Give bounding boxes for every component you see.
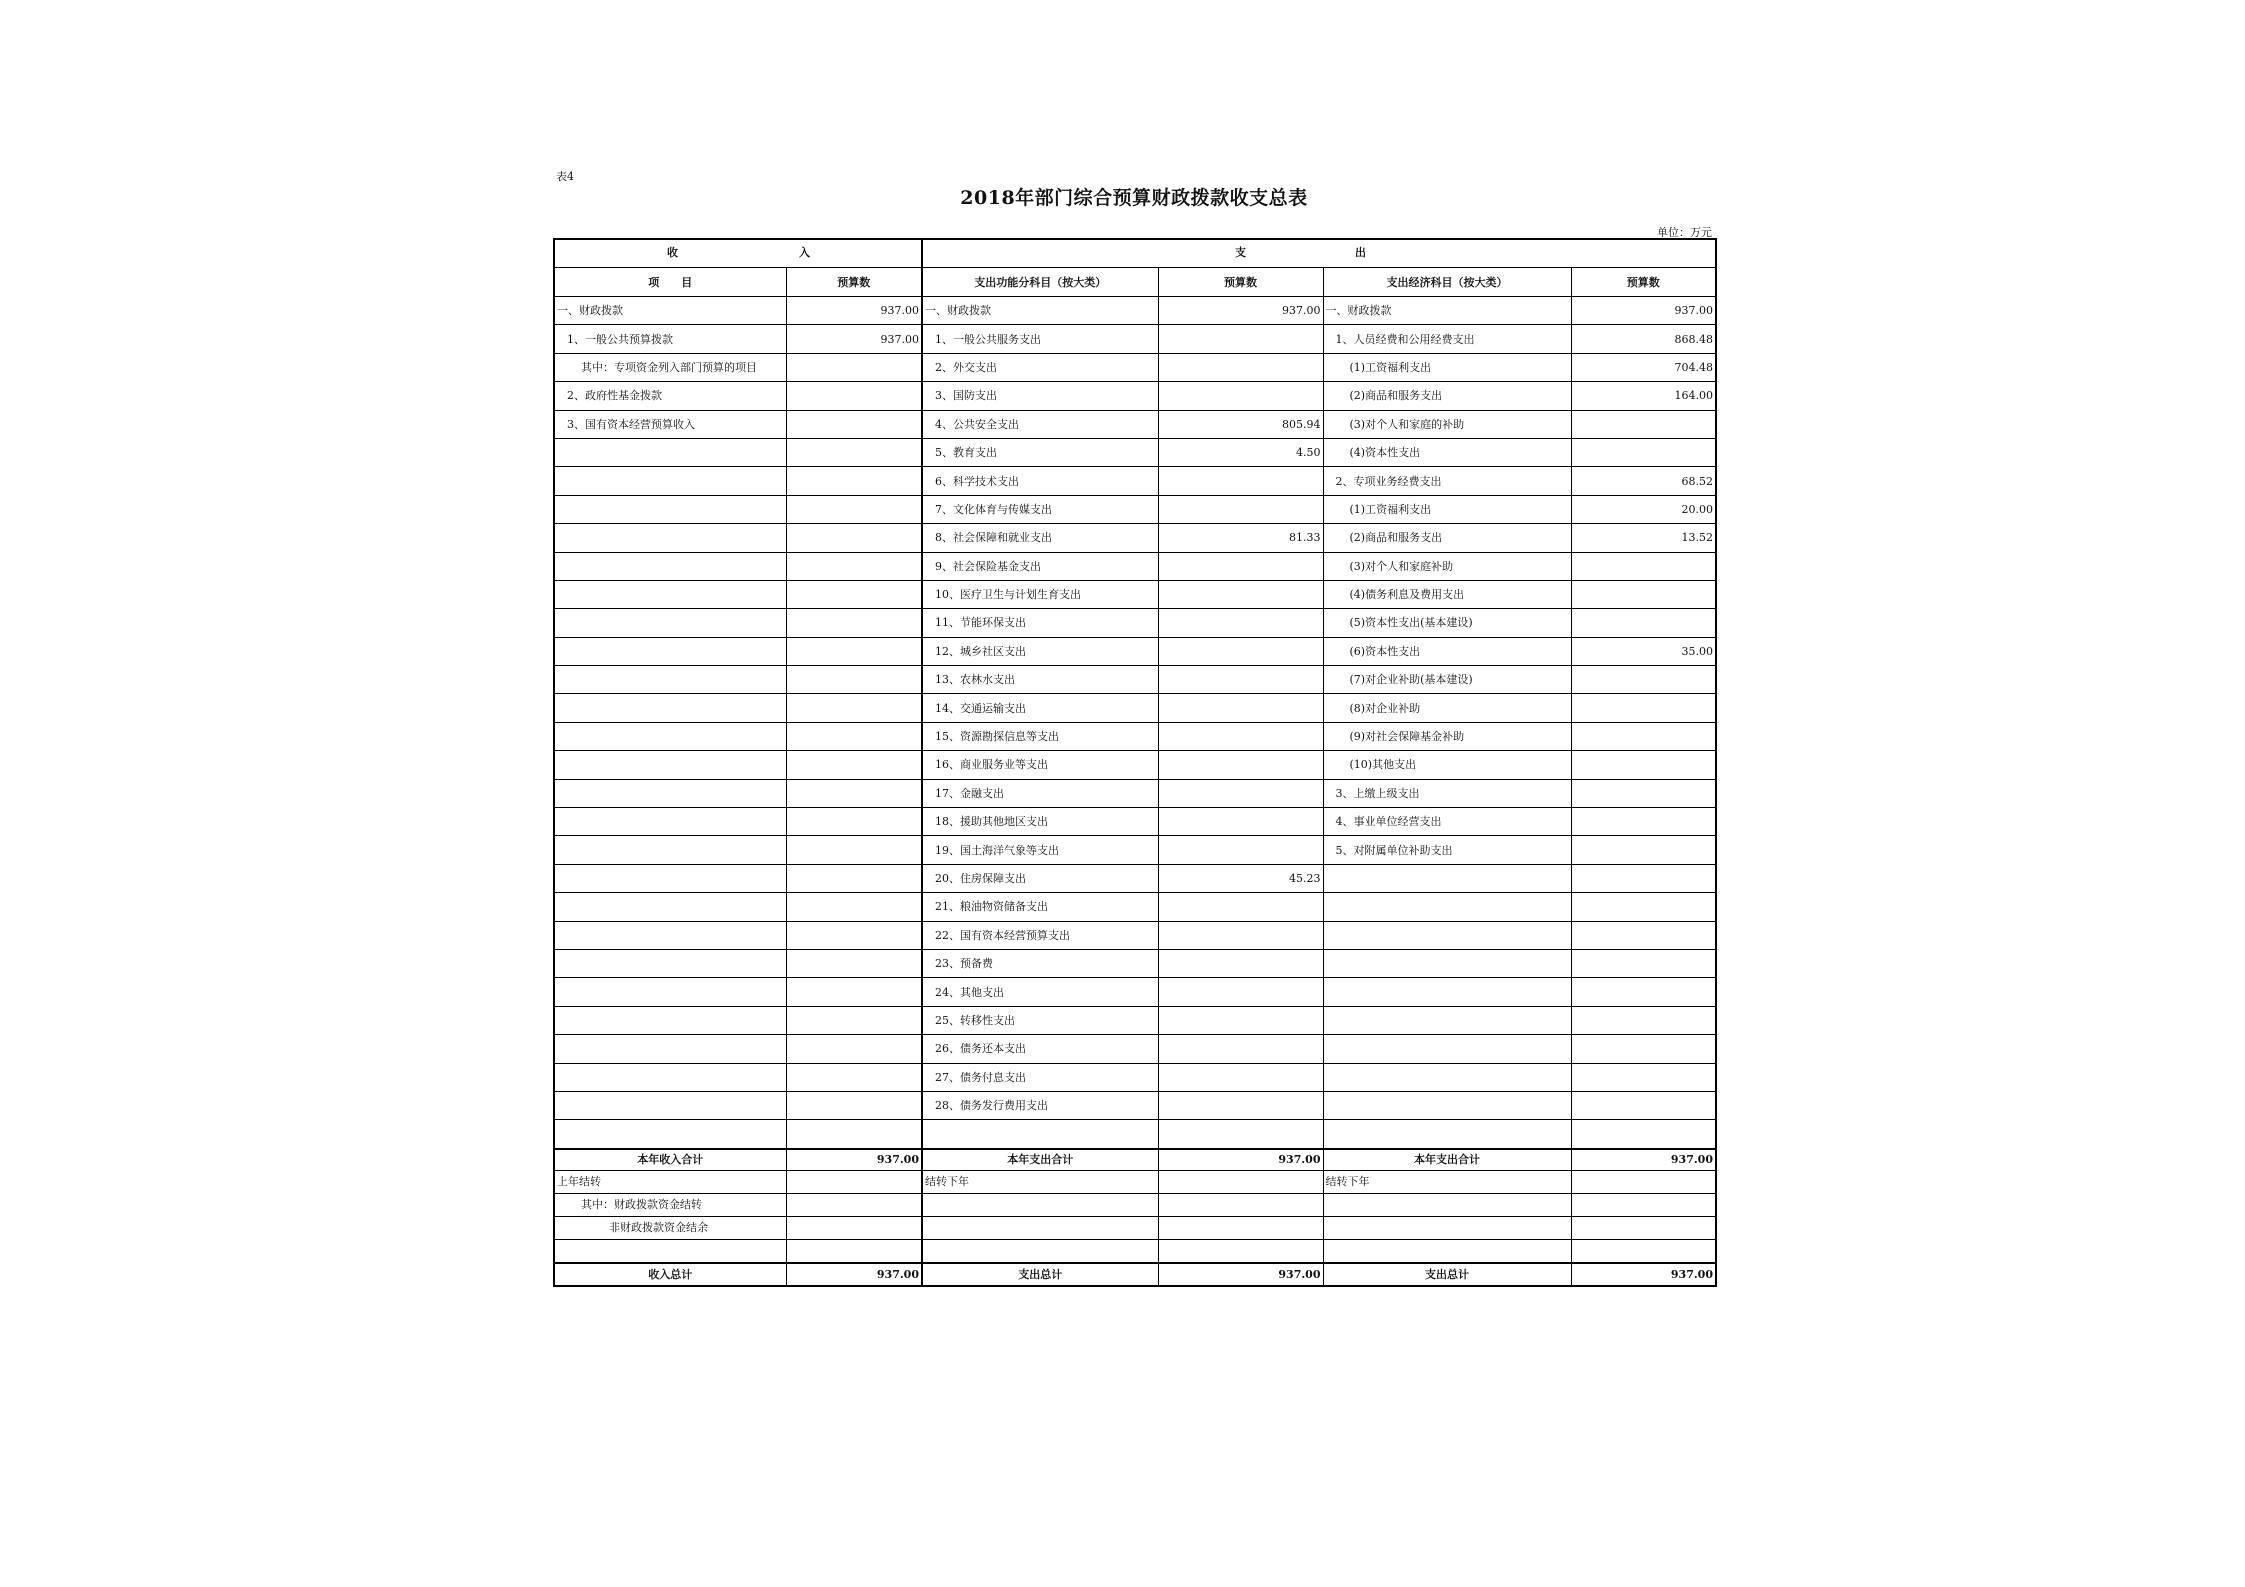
- income-item: [554, 808, 786, 836]
- empty-cell: [1158, 1216, 1323, 1239]
- income-value: [786, 580, 922, 608]
- func-item: 19、国土海洋气象等支出: [922, 836, 1158, 864]
- func-value: 937.00: [1158, 297, 1323, 325]
- unit-label: 单位：万元: [1657, 226, 1712, 239]
- econ-value: [1571, 1006, 1716, 1034]
- income-item: [554, 949, 786, 977]
- income-value: [786, 552, 922, 580]
- income-value: [786, 893, 922, 921]
- empty-cell: [786, 1193, 922, 1216]
- func-item: 10、医疗卫生与计划生育支出: [922, 580, 1158, 608]
- grand-income-total-value: 937.00: [786, 1263, 922, 1286]
- income-item: [554, 779, 786, 807]
- table-row: [554, 694, 1716, 722]
- income-item: 2、政府性基金拨款: [554, 382, 786, 410]
- econ-item: 3、上缴上级支出: [1323, 779, 1571, 807]
- column-header-row: [554, 268, 1716, 297]
- income-value: [786, 495, 922, 523]
- expense-header-part1: 支: [1235, 245, 1246, 259]
- func-item: 6、科学技术支出: [922, 467, 1158, 495]
- table-row: [554, 1006, 1716, 1034]
- expense-section-header: [922, 239, 1716, 268]
- table-row: [554, 666, 1716, 694]
- func-value: [1158, 1035, 1323, 1063]
- func-value: [1158, 949, 1323, 977]
- func-item: 5、教育支出: [922, 438, 1158, 466]
- func-value: [1158, 779, 1323, 807]
- func-value: [1158, 1063, 1323, 1091]
- grand-income-total-label: 收入总计: [554, 1263, 786, 1286]
- func-value: [1158, 495, 1323, 523]
- income-item: [554, 467, 786, 495]
- table-row: [554, 382, 1716, 410]
- blank-row: [554, 1239, 1716, 1263]
- income-item: [554, 438, 786, 466]
- func-value: 45.23: [1158, 864, 1323, 892]
- econ-value: 68.52: [1571, 467, 1716, 495]
- func-value: [1158, 382, 1323, 410]
- econ-value: [1571, 438, 1716, 466]
- func-item: 21、粮油物资储备支出: [922, 893, 1158, 921]
- func-value: [1158, 751, 1323, 779]
- func-item: 20、住房保障支出: [922, 864, 1158, 892]
- income-value: [786, 467, 922, 495]
- income-value: [786, 1120, 922, 1149]
- table-row: [554, 524, 1716, 552]
- grand-econ-total-label: 支出总计: [1323, 1263, 1571, 1286]
- func-item: 7、文化体育与传媒支出: [922, 495, 1158, 523]
- income-value: [786, 1091, 922, 1119]
- econ-item: 1、人员经费和公用经费支出: [1323, 325, 1571, 353]
- income-item: [554, 751, 786, 779]
- income-value: [786, 864, 922, 892]
- prev-carryover-value: [786, 1170, 922, 1193]
- econ-value: [1571, 1120, 1716, 1149]
- func-item: 22、国有资本经营预算支出: [922, 921, 1158, 949]
- income-item: 一、财政拨款: [554, 297, 786, 325]
- next-func-carryover-value: [1158, 1170, 1323, 1193]
- income-item: [554, 694, 786, 722]
- econ-value: [1571, 694, 1716, 722]
- econ-item: [1323, 893, 1571, 921]
- econ-item: (1)工资福利支出: [1323, 353, 1571, 381]
- table-row: [554, 1091, 1716, 1119]
- func-value: [1158, 1091, 1323, 1119]
- func-value: [1158, 666, 1323, 694]
- econ-item: (7)对企业补助(基本建设): [1323, 666, 1571, 694]
- income-value: [786, 779, 922, 807]
- income-item: [554, 864, 786, 892]
- grand-econ-total-value: 937.00: [1571, 1263, 1716, 1286]
- func-item: 24、其他支出: [922, 978, 1158, 1006]
- income-item: [554, 1063, 786, 1091]
- func-item: 25、转移性支出: [922, 1006, 1158, 1034]
- func-item: 23、预备费: [922, 949, 1158, 977]
- econ-item: (2)商品和服务支出: [1323, 524, 1571, 552]
- func-item: [922, 1120, 1158, 1149]
- section-header-row: [554, 239, 1716, 268]
- table-row: [554, 552, 1716, 580]
- income-value: 937.00: [786, 297, 922, 325]
- econ-value: [1571, 808, 1716, 836]
- empty-cell: [1571, 1239, 1716, 1263]
- empty-cell: [922, 1239, 1158, 1263]
- next-econ-carryover-value: [1571, 1170, 1716, 1193]
- func-item: 12、城乡社区支出: [922, 637, 1158, 665]
- table-row: [554, 751, 1716, 779]
- func-item: 11、节能环保支出: [922, 609, 1158, 637]
- income-item: [554, 722, 786, 750]
- empty-cell: [1323, 1239, 1571, 1263]
- econ-value: 20.00: [1571, 495, 1716, 523]
- income-item: [554, 921, 786, 949]
- income-item: [554, 1006, 786, 1034]
- func-item: 15、资源勘探信息等支出: [922, 722, 1158, 750]
- func-item: 18、援助其他地区支出: [922, 808, 1158, 836]
- income-value: [786, 836, 922, 864]
- table-row: [554, 609, 1716, 637]
- econ-value: [1571, 836, 1716, 864]
- econ-value: [1571, 978, 1716, 1006]
- income-header-part2: 入: [799, 245, 810, 259]
- income-value: [786, 722, 922, 750]
- econ-value: 164.00: [1571, 382, 1716, 410]
- income-item: [554, 1120, 786, 1149]
- func-item: 17、金融支出: [922, 779, 1158, 807]
- table-row: [554, 495, 1716, 523]
- econ-value: [1571, 722, 1716, 750]
- func-item: 16、商业服务业等支出: [922, 751, 1158, 779]
- func-value: [1158, 1120, 1323, 1149]
- econ-item: [1323, 1063, 1571, 1091]
- func-item: 26、债务还本支出: [922, 1035, 1158, 1063]
- table-row: [554, 1063, 1716, 1091]
- table-row: [554, 864, 1716, 892]
- carryover-row: [554, 1170, 1716, 1193]
- econ-value: [1571, 1035, 1716, 1063]
- table-row: [554, 808, 1716, 836]
- empty-cell: [1571, 1193, 1716, 1216]
- econ-item: 一、财政拨款: [1323, 297, 1571, 325]
- econ-item: 2、专项业务经费支出: [1323, 467, 1571, 495]
- econ-value: [1571, 1091, 1716, 1119]
- econ-value: [1571, 779, 1716, 807]
- func-item: 8、社会保障和就业支出: [922, 524, 1158, 552]
- func-value: [1158, 609, 1323, 637]
- table-row: [554, 722, 1716, 750]
- year-income-total-value: 937.00: [786, 1149, 922, 1171]
- func-item: 9、社会保险基金支出: [922, 552, 1158, 580]
- prev-carryover-label: 上年结转: [554, 1170, 786, 1193]
- func-value: [1158, 467, 1323, 495]
- income-item: [554, 609, 786, 637]
- econ-value: 35.00: [1571, 637, 1716, 665]
- table-row: [554, 297, 1716, 325]
- econ-item: [1323, 921, 1571, 949]
- col-header-budget-func: 预算数: [1158, 268, 1323, 297]
- col-header-budget-income: 预算数: [786, 268, 922, 297]
- econ-item: [1323, 978, 1571, 1006]
- econ-item: [1323, 1035, 1571, 1063]
- func-item: 13、农林水支出: [922, 666, 1158, 694]
- empty-cell: [1323, 1216, 1571, 1239]
- econ-value: [1571, 1063, 1716, 1091]
- func-item: 28、债务发行费用支出: [922, 1091, 1158, 1119]
- next-func-carryover-label: 结转下年: [922, 1170, 1158, 1193]
- econ-value: 937.00: [1571, 297, 1716, 325]
- econ-value: [1571, 921, 1716, 949]
- table-row: [554, 410, 1716, 438]
- grand-func-total-label: 支出总计: [922, 1263, 1158, 1286]
- income-item: [554, 978, 786, 1006]
- income-item: [554, 524, 786, 552]
- func-item: 1、一般公共服务支出: [922, 325, 1158, 353]
- table-row: [554, 467, 1716, 495]
- econ-item: [1323, 864, 1571, 892]
- func-value: [1158, 552, 1323, 580]
- income-item: [554, 637, 786, 665]
- econ-item: [1323, 1120, 1571, 1149]
- table-row: [554, 580, 1716, 608]
- econ-item: (8)对企业补助: [1323, 694, 1571, 722]
- carryover-sub-row: [554, 1216, 1716, 1239]
- grand-func-total-value: 937.00: [1158, 1263, 1323, 1286]
- year-income-total-label: 本年收入合计: [554, 1149, 786, 1171]
- func-value: [1158, 637, 1323, 665]
- func-item: 一、财政拨款: [922, 297, 1158, 325]
- func-value: [1158, 1006, 1323, 1034]
- econ-value: [1571, 893, 1716, 921]
- econ-value: 704.48: [1571, 353, 1716, 381]
- col-header-func: 支出功能分科目（按大类）: [922, 268, 1158, 297]
- econ-value: [1571, 580, 1716, 608]
- econ-value: [1571, 751, 1716, 779]
- econ-item: (3)对个人和家庭的补助: [1323, 410, 1571, 438]
- page-title: 2018年部门综合预算财政拨款收支总表: [960, 187, 1308, 209]
- table-row: [554, 1035, 1716, 1063]
- grand-total-row: [554, 1263, 1716, 1286]
- income-item: [554, 552, 786, 580]
- income-value: [786, 921, 922, 949]
- table-row: [554, 836, 1716, 864]
- expense-header-part2: 出: [1355, 245, 1366, 259]
- table-row: [554, 978, 1716, 1006]
- func-item: 2、外交支出: [922, 353, 1158, 381]
- func-value: [1158, 978, 1323, 1006]
- income-value: [786, 382, 922, 410]
- func-value: [1158, 836, 1323, 864]
- econ-value: [1571, 609, 1716, 637]
- econ-value: 868.48: [1571, 325, 1716, 353]
- table-row: [554, 325, 1716, 353]
- income-value: [786, 751, 922, 779]
- year-func-total-label: 本年支出合计: [922, 1149, 1158, 1171]
- func-value: [1158, 580, 1323, 608]
- income-item: [554, 1091, 786, 1119]
- income-item: 1、一般公共预算拨款: [554, 325, 786, 353]
- income-value: [786, 524, 922, 552]
- func-value: 4.50: [1158, 438, 1323, 466]
- income-item: [554, 836, 786, 864]
- income-item: [554, 893, 786, 921]
- econ-item: (5)资本性支出(基本建设): [1323, 609, 1571, 637]
- income-value: [786, 1063, 922, 1091]
- table-row: [554, 438, 1716, 466]
- income-value: [786, 694, 922, 722]
- empty-cell: [554, 1239, 786, 1263]
- empty-cell: [922, 1193, 1158, 1216]
- income-value: 937.00: [786, 325, 922, 353]
- year-econ-total-value: 937.00: [1571, 1149, 1716, 1171]
- table-row: [554, 779, 1716, 807]
- next-econ-carryover-label: 结转下年: [1323, 1170, 1571, 1193]
- func-item: 27、债务付息支出: [922, 1063, 1158, 1091]
- econ-value: [1571, 949, 1716, 977]
- income-item: 3、国有资本经营预算收入: [554, 410, 786, 438]
- econ-value: [1571, 864, 1716, 892]
- econ-item: (10)其他支出: [1323, 751, 1571, 779]
- func-item: 14、交通运输支出: [922, 694, 1158, 722]
- income-value: [786, 808, 922, 836]
- income-item: [554, 580, 786, 608]
- func-value: [1158, 722, 1323, 750]
- econ-item: 4、事业单位经营支出: [1323, 808, 1571, 836]
- empty-cell: [1323, 1193, 1571, 1216]
- func-value: [1158, 325, 1323, 353]
- func-value: [1158, 921, 1323, 949]
- income-value: [786, 1006, 922, 1034]
- carryover-sub1-label: 其中：财政拨款资金结转: [554, 1193, 786, 1216]
- func-value: [1158, 694, 1323, 722]
- func-value: [1158, 893, 1323, 921]
- econ-item: (4)债务利息及费用支出: [1323, 580, 1571, 608]
- empty-cell: [1158, 1193, 1323, 1216]
- income-value: [786, 353, 922, 381]
- econ-item: (1)工资福利支出: [1323, 495, 1571, 523]
- sheet-label: 表4: [556, 170, 574, 183]
- econ-item: (9)对社会保障基金补助: [1323, 722, 1571, 750]
- func-item: 3、国防支出: [922, 382, 1158, 410]
- empty-cell: [786, 1216, 922, 1239]
- year-econ-total-label: 本年支出合计: [1323, 1149, 1571, 1171]
- table-row: [554, 353, 1716, 381]
- col-header-item: 项 目: [554, 268, 786, 297]
- econ-item: 5、对附属单位补助支出: [1323, 836, 1571, 864]
- income-value: [786, 438, 922, 466]
- col-header-econ: 支出经济科目（按大类）: [1323, 268, 1571, 297]
- table-row: [554, 1120, 1716, 1149]
- empty-cell: [1571, 1216, 1716, 1239]
- carryover-sub2-label: 非财政拨款资金结余: [554, 1216, 786, 1239]
- income-value: [786, 666, 922, 694]
- econ-item: (2)商品和服务支出: [1323, 382, 1571, 410]
- income-value: [786, 949, 922, 977]
- carryover-sub-row: [554, 1193, 1716, 1216]
- econ-item: [1323, 1006, 1571, 1034]
- income-section-header: [554, 239, 922, 268]
- income-value: [786, 978, 922, 1006]
- econ-item: (6)资本性支出: [1323, 637, 1571, 665]
- econ-value: [1571, 666, 1716, 694]
- empty-cell: [1158, 1239, 1323, 1263]
- table-row: [554, 637, 1716, 665]
- func-value: 805.94: [1158, 410, 1323, 438]
- func-value: [1158, 808, 1323, 836]
- income-header-part1: 收: [667, 245, 678, 259]
- income-value: [786, 410, 922, 438]
- income-item: [554, 495, 786, 523]
- year-func-total-value: 937.00: [1158, 1149, 1323, 1171]
- econ-item: (3)对个人和家庭补助: [1323, 552, 1571, 580]
- econ-item: (4)资本性支出: [1323, 438, 1571, 466]
- econ-value: [1571, 552, 1716, 580]
- table-row: [554, 949, 1716, 977]
- income-value: [786, 637, 922, 665]
- income-item: 其中：专项资金列入部门预算的项目: [554, 353, 786, 381]
- col-header-budget-econ: 预算数: [1571, 268, 1716, 297]
- table-row: [554, 893, 1716, 921]
- year-total-row: [554, 1149, 1716, 1171]
- budget-table: [553, 238, 1717, 1287]
- econ-value: [1571, 410, 1716, 438]
- econ-item: [1323, 1091, 1571, 1119]
- income-item: [554, 1035, 786, 1063]
- func-value: [1158, 353, 1323, 381]
- income-item: [554, 666, 786, 694]
- income-value: [786, 609, 922, 637]
- table-row: [554, 921, 1716, 949]
- econ-value: 13.52: [1571, 524, 1716, 552]
- func-item: 4、公共安全支出: [922, 410, 1158, 438]
- func-value: 81.33: [1158, 524, 1323, 552]
- empty-cell: [922, 1216, 1158, 1239]
- income-value: [786, 1035, 922, 1063]
- econ-item: [1323, 949, 1571, 977]
- empty-cell: [786, 1239, 922, 1263]
